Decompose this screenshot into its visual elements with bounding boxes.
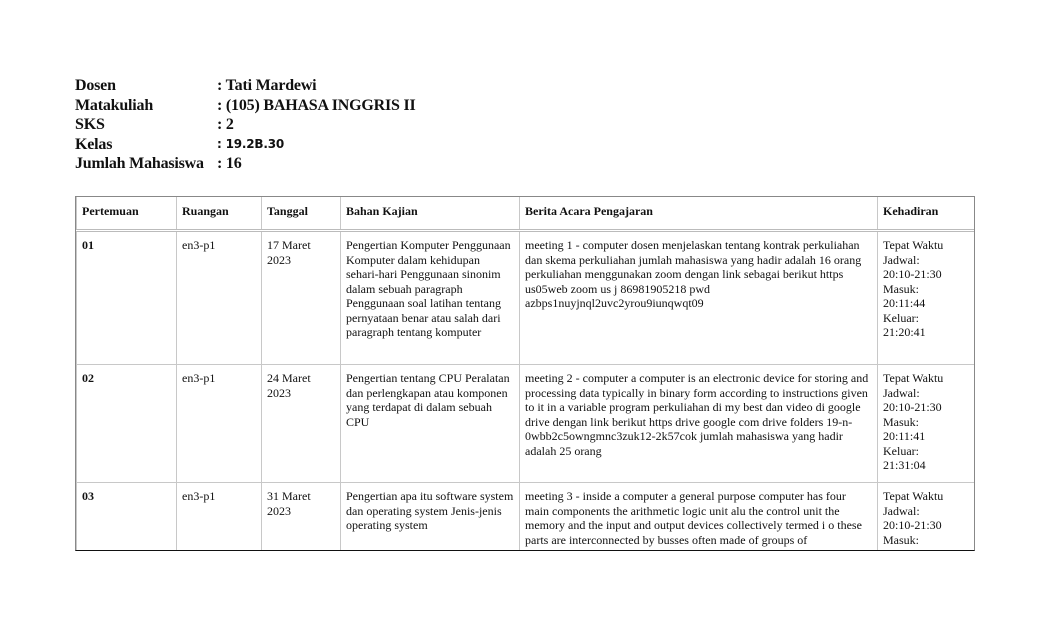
cell-tanggal: 31 Maret 2023 <box>262 483 341 552</box>
info-value: : (105) BAHASA INGGRIS II <box>217 96 416 114</box>
info-label: Jumlah Mahasiswa <box>75 155 204 172</box>
cell-ruangan: en3-p1 <box>177 365 262 483</box>
info-label: Matakuliah <box>75 96 154 114</box>
attendance-table <box>76 197 975 551</box>
cell-pertemuan: 03 <box>77 483 177 552</box>
info-label: Dosen <box>75 77 116 94</box>
cell-berita-acara: meeting 3 - inside a computer a general purpose computer has four main components the arithmetic logic unit alu the control unit the memory and the input and output devices collectively termed i o these parts are interconnected by busses often made of groups of <box>520 483 878 552</box>
cell-kehadiran: Tepat Waktu Jadwal: 20:10-21:30 Masuk: 20:11:44 Keluar: 21:20:41 <box>878 231 976 365</box>
table-row <box>77 231 976 365</box>
column-header-kehadiran: Kehadiran <box>878 197 976 231</box>
cell-tanggal: 24 Maret 2023 <box>262 365 341 483</box>
column-header-pertemuan: Pertemuan <box>77 197 177 231</box>
cell-ruangan: en3-p1 <box>177 231 262 365</box>
table-row <box>77 365 976 483</box>
info-label: SKS <box>75 116 105 133</box>
cell-bahan-kajian: Pengertian tentang CPU Peralatan dan perlengkapan atau komponen yang terdapat di dalam sebuah CPU <box>341 365 520 483</box>
cell-berita-acara: meeting 1 - computer dosen menjelaskan tentang kontrak perkuliahan dan skema perkuliahan jumlah mahasiswa yang hadir adalah 16 orang perkuliahan menggunakan zoom dengan link sebagai berikut https us05web zoom us j 86981905218 pwd azbps1nuyjnql2uvc2yrou9iunqwqt09 <box>520 231 878 365</box>
table-row <box>77 483 976 552</box>
cell-berita-acara: meeting 2 - computer a computer is an electronic device for storing and processing data typically in binary form according to instructions given to it in a variable program perkuliahan di my best dan video di google drive dengan link berikut https drive google com drive folders 19-n-0wbb2c5owngmnc3zuk12-2k57cok jumlah mahasiswa yang hadir adalah 25 orang <box>520 365 878 483</box>
cell-pertemuan: 02 <box>77 365 177 483</box>
info-row-dosen <box>75 76 416 96</box>
info-row-kelas <box>75 135 416 155</box>
cell-pertemuan: 01 <box>77 231 177 365</box>
column-header-bahan-kajian: Bahan Kajian <box>341 197 520 231</box>
course-info <box>75 76 416 174</box>
column-header-ruangan: Ruangan <box>177 197 262 231</box>
column-header-berita-acara: Berita Acara Pengajaran <box>520 197 878 231</box>
cell-kehadiran: Tepat Waktu Jadwal: 20:10-21:30 Masuk: 20:11:41 Keluar: 21:31:04 <box>878 365 976 483</box>
cell-bahan-kajian: Pengertian apa itu software system dan operating system Jenis-jenis operating system <box>341 483 520 552</box>
info-value: : Tati Mardewi <box>217 77 317 94</box>
info-label: Kelas <box>75 135 113 153</box>
info-row-matakuliah <box>75 96 416 116</box>
info-row-sks <box>75 115 416 135</box>
cell-tanggal: 17 Maret 2023 <box>262 231 341 365</box>
cell-bahan-kajian: Pengertian Komputer Penggunaan Komputer dalam kehidupan sehari-hari Penggunaan sinonim dalam sebuah paragraph Penggunaan soal latihan tentang pernyataan benar atau salah dari paragraph tentang komputer <box>341 231 520 365</box>
column-header-tanggal: Tanggal <box>262 197 341 231</box>
table-header-row <box>77 197 976 231</box>
cell-ruangan: en3-p1 <box>177 483 262 552</box>
attendance-table-container <box>75 196 975 551</box>
info-value: : 16 <box>217 155 242 172</box>
info-value: : 19.2B.30 <box>217 136 284 151</box>
info-value: : 2 <box>217 116 234 133</box>
cell-kehadiran: Tepat Waktu Jadwal: 20:10-21:30 Masuk: <box>878 483 976 552</box>
info-row-jumlah-mahasiswa <box>75 154 416 174</box>
